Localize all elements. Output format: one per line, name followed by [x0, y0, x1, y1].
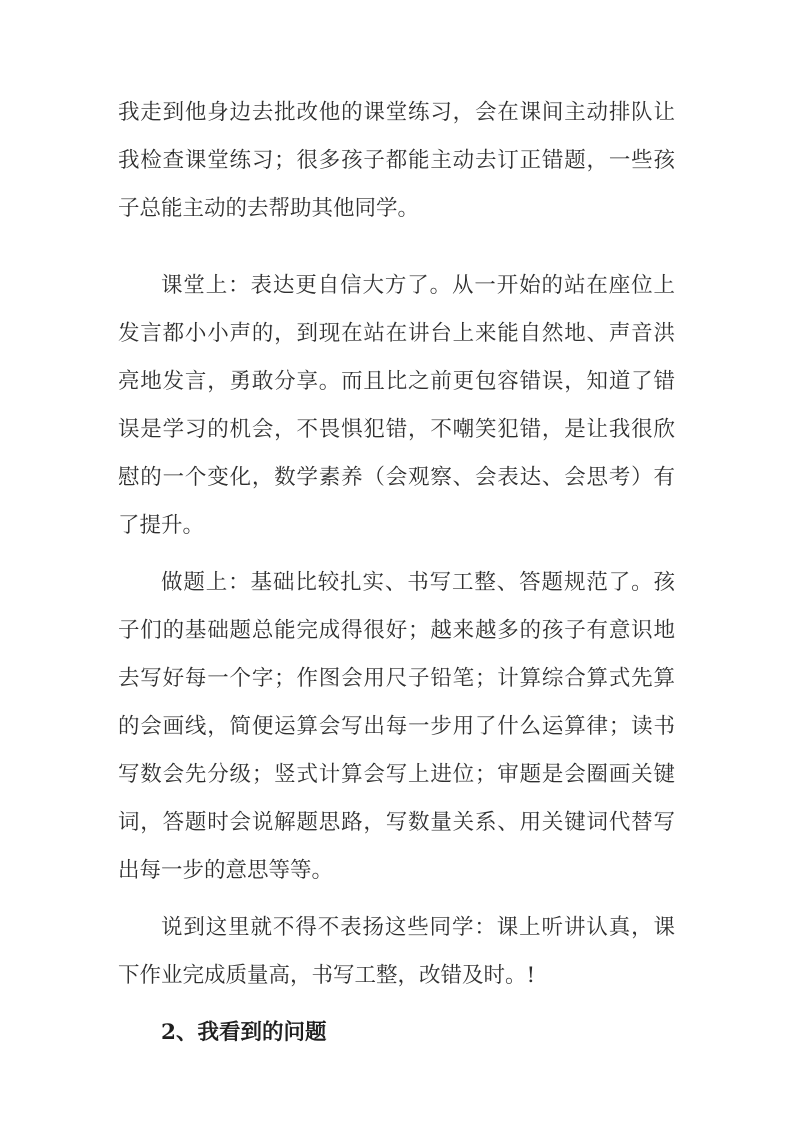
body-paragraph-classroom: 课堂上：表达更自信大方了。从一开始的站在座位上发言都小小声的，到现在站在讲台上来能自然地、声音洪亮地发言，勇敢分享。而且比之前更包容错误，知道了错误是学习的机会，不畏惧犯错，不嘲笑犯错，是让我很欣慰的一个变化，数学素养（会观察、会表达、会思考）有了提升。 [118, 273, 675, 538]
body-paragraph-praise: 说到这里就不得不表扬这些同学：课上听讲认真，课下作业完成质量高，书写工整，改错及时。! [118, 915, 675, 988]
body-paragraph-problem-solving: 做题上：基础比较扎实、书写工整、答题规范了。孩子们的基础题总能完成得很好；越来越多的孩子有意识地去写好每一个字；作图会用尺子铅笔；计算综合算式先算的会画线，简便运算会写出每一步用了什么运算律；读书写数会先分级；竖式计算会写上进位；审题是会圈画关键词，答题时会说解题思路，写数量关系、用关键词代替写出每一步的意思等等。 [118, 570, 675, 883]
section-heading-problems: 2、我看到的问题 [161, 1020, 327, 1045]
body-paragraph-continuation: 我走到他身边去批改他的课堂练习，会在课间主动排队让我检查课堂练习；很多孩子都能主动去订正错题，一些孩子总能主动的去帮助其他同学。 [118, 100, 675, 221]
